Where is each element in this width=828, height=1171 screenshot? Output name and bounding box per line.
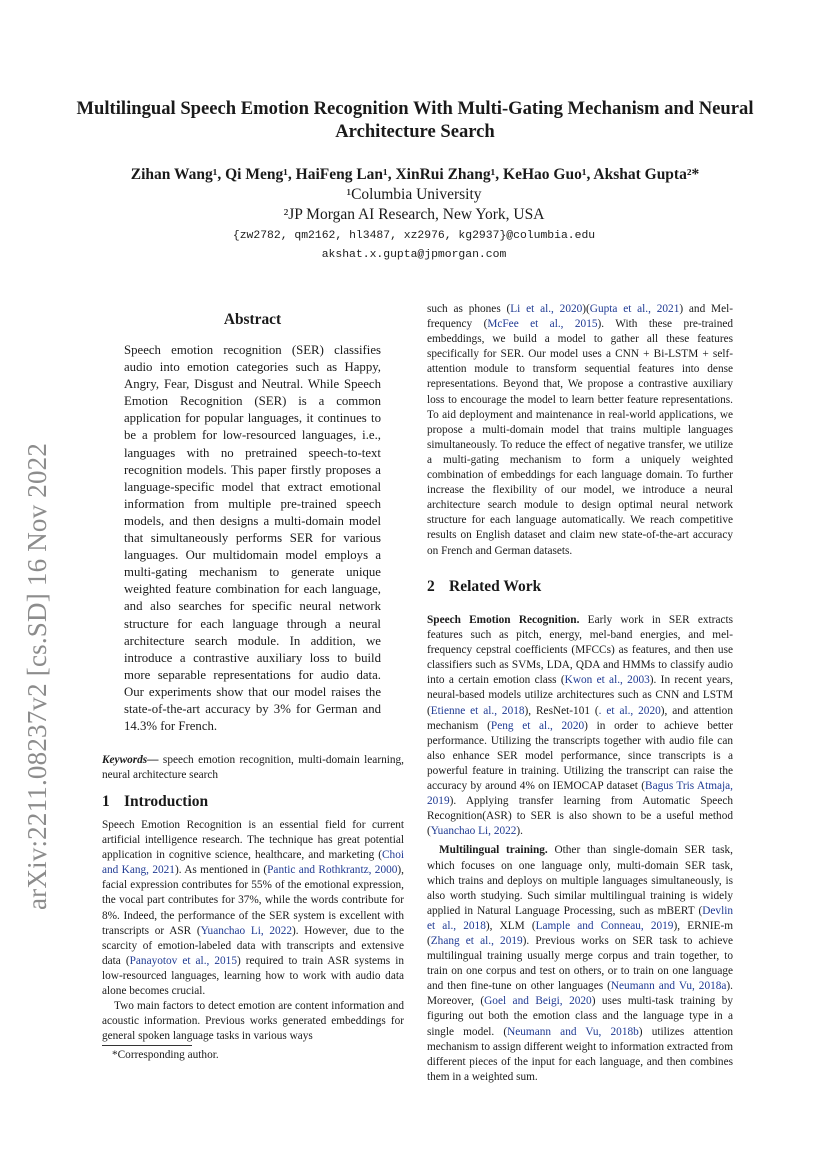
citation-link[interactable]: Lample and Conneau, 2019 [535,919,674,932]
citation-link[interactable]: Kwon et al., 2003 [564,674,650,687]
introduction-body [102,818,404,1044]
affiliation-columbia: ¹Columbia University [346,186,482,203]
footnote: *Corresponding author. [112,1049,219,1061]
citation-link[interactable]: Li et al., 2020 [510,303,583,315]
citation-link[interactable]: Pantic and Rothkrantz, 2000 [267,864,398,877]
keywords-text: speech emotion recognition, multi-domain learning, neural architecture search [102,754,404,781]
keywords-label: Keywords— [102,754,159,766]
citation-link[interactable]: Yuanchao Li, 2022 [200,924,293,937]
citation-link[interactable]: Etienne et al., 2018 [430,704,525,717]
related-work-body [427,613,733,1085]
citation-link[interactable]: Devlin et al., 2018 [427,904,733,932]
citation-link[interactable]: Goel and Beigi, 2020 [484,995,592,1008]
citation-link[interactable]: McFee et al., 2015 [487,318,598,331]
abstract-heading: Abstract [223,311,282,328]
citation-link[interactable]: Yuanchao Li, 2022 [430,825,517,838]
section-heading-related-work [427,578,733,596]
section-title: Related Work [449,578,542,595]
affiliation-jpmorgan: ²JP Morgan AI Research, New York, USA [283,206,545,223]
citation-link[interactable]: Neumann and Vu, 2018a [610,980,727,993]
citation-link[interactable]: Peng et al., 2020 [490,719,585,732]
corresponding-email: akshat.x.gupta@jpmorgan.com [321,249,507,261]
keywords [102,753,404,783]
author-emails: {zw2782, qm2162, hl3487, xz2976, kg2937}@columbia.edu [232,230,596,242]
abstract-text: Speech emotion recognition (SER) classifies audio into emotion categories such as Happy, Angry, Fear, Disgust and Neutral. While Speech Emotion Recognition (SER) is a common application for popular languages, it continues to be a problem for low-resourced languages, i.e., languages with no pretrained speech-to-text recognition models. This paper firstly proposes a language-specific model that extract emotional information from multiple pre-trained speech models, and then designs a multi-domain model that simultaneously performs SER for various languages. Our multidomain model employs a multi-gating mechanism to generate unique weighted feature combination for each language, and also searches for specific neural network structure for each language through a neural architecture search module. In addition, we introduce a contrastive auxiliary loss to build more separable representations for audio data. Our experiments show that our model raises the state-of-the-art accuracy by 3% for German and 14.3% for French. [124,343,381,734]
citation-link[interactable]: Choi and Kang, 2021 [102,849,404,877]
paragraph: Speech Emotion Recognition is an essential field for current artificial intelligence research. The technique has great potential application in cognitive science, healthcare, and marketing (Choi and Kang, 2021). As mentioned in (Pantic and Rothkrantz, 2000), facial expression contributes for 55% of the emotional expression, the vocal part contributes for 37%, while the words contribute for 8%. Indeed, the performance of the SER system is excellent with transcripts or ASR (Yuanchao Li, 2022). However, due to the scarcity of emotion-labeled data with transcripts and extensive data (Panayotov et al., 2015) required to train ASR systems in low-resourced languages, learning how to work with audio data alone becomes crucial. [102,819,405,998]
citation-link[interactable]: Gupta et al., 2021 [589,303,680,315]
section-number: 1 [102,793,110,810]
footnote-rule [102,1045,192,1046]
citation-link[interactable]: . et al., 2020 [598,704,661,717]
arxiv-identifier: arXiv:2211.08237v2 [cs.SD] 16 Nov 2022 [22,442,52,910]
citation-link[interactable]: Panayotov et al., 2015 [129,954,237,967]
citation-link[interactable]: Neumann and Vu, 2018b [507,1025,639,1038]
paper-title: Multilingual Speech Emotion Recognition With Multi-Gating Mechanism and Neural Architecture Search [76,98,754,142]
author-list: Zihan Wang¹, Qi Meng¹, HaiFeng Lan¹, XinRui Zhang¹, KeHao Guo¹, Akshat Gupta²* [130,166,700,183]
paragraph: Two main factors to detect emotion are content information and acoustic information. Previous works generated embeddings for general spoken language tasks in various ways [102,1000,404,1043]
section-heading-introduction [102,793,404,811]
paragraph: Multilingual training. Other than single-domain SER task, which focuses on one language only, multi-domain SER task, which trains and deploys on multiple languages simultaneously, is also worth studying. Such similar multilingual training is widely applied in Natural Language Processing, such as mBERT (Devlin et al., 2018), XLM (Lample and Conneau, 2019), ERNIE-m (Zhang et al., 2019). Previous works on SER task to achieve multilingual training usually merge corpus and train together, to train on one corpus and test on others, or to train on one language and then fine-tune on other languages (Neumann and Vu, 2018a). Moreover, (Goel and Beigi, 2020) uses multi-task training by figuring out both the emotion class and the language type in a single model. (Neumann and Vu, 2018b) utilizes attention mechanism to assign different weight to information extracted from different pieces of the input for each language, and then combines them in a weighted sum. [427,844,733,1083]
citation-link[interactable]: Bagus Tris Atmaja, 2019 [427,780,733,808]
paragraph: Speech Emotion Recognition. Early work in SER extracts features such as pitch, energy, mel-band energies, and mel-frequency cepstral coefficients (MFCCs) as features, and then use classifiers such as SVMs, LDA, QDA and HMMs to classify audio into a certain emotion class (Kwon et al., 2003). In recent years, neural-based models utilize architectures such as CNN and LSTM (Etienne et al., 2018), ResNet-101 (. et al., 2020), and attention mechanism (Peng et al., 2020) in order to achieve better performance. Utilizing the transcripts together with audio file can also enhance SER model performance, since transcripts is a powerful feature in training. Utilizing the transcript can raise the accuracy by around 4% on IEMOCAP dataset (Bagus Tris Atmaja, 2019). Applying transfer learning from Automatic Speech Recognition(ASR) to SER is also shown to be a useful method (Yuanchao Li, 2022). [427,614,734,838]
section-title: Introduction [124,793,209,810]
section-number: 2 [427,578,435,595]
paragraph: such as phones (Li et al., 2020)(Gupta et al., 2021) and Mel-frequency (McFee et al., 2015). With these pre-trained embeddings, we build a model to gather all these features specifically for SER. Our model uses a CNN + Bi-LSTM + self-attention module to transform sequential features into dense representations. Beyond that, We propose a contrastive auxiliary loss to encourage the model to learn better feature representations. To aid deployment and maintenance in real-world applications, we propose a multi-domain model that trains multiple languages simultaneously. To reduce the effect of negative transfer, we utilize a multi-gating mechanism to form a uniquely weighted combination of embeddings for each language domain. To further increase the flexibility of our model, we introduce a neural architecture search module to design optimal neural network structure for each language automatically. We reach competitive results on English dataset and claim new state-of-the-art accuracy on French and German datasets. [427,303,734,557]
introduction-continued [427,302,733,559]
citation-link[interactable]: Zhang et al., 2019 [430,934,523,947]
paragraph-title: Speech Emotion Recognition. [427,614,580,626]
paragraph-title: Multilingual training. [439,844,548,857]
